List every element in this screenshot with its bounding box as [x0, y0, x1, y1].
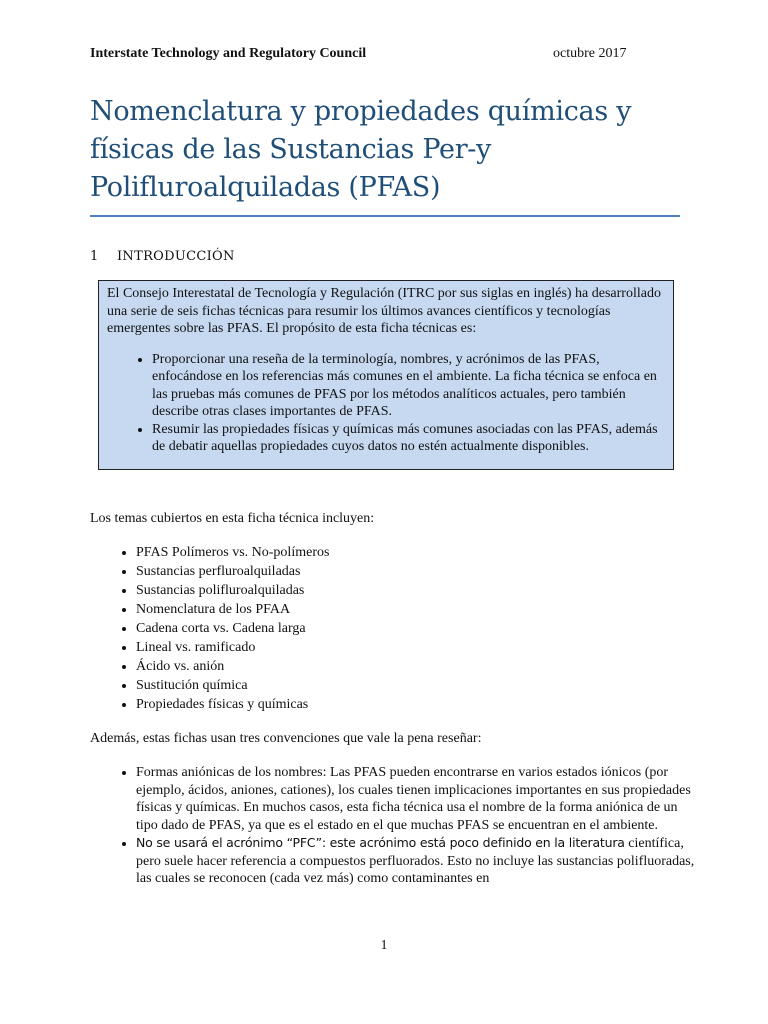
topic-item: • Cadena corta vs. Cadena larga — [136, 619, 329, 638]
section-heading — [90, 249, 235, 264]
convention-body-text: científica, pero suele hacer referencia a compuestos perfluorados. Esto no incluye las sustancias polifluoradas, las cuales se reconocen (cada vez más) como contaminantes en — [136, 836, 695, 886]
topic-item: • Sustitución química — [136, 676, 329, 695]
topics-list — [90, 543, 329, 714]
topic-item: • PFAS Polímeros vs. No-polímeros — [136, 543, 329, 562]
convention-item-pfc-acronym — [136, 834, 696, 888]
header-organization: Interstate Technology and Regulatory Council — [90, 46, 367, 61]
section-title: INTRODUCCIÓN — [117, 249, 235, 264]
topic-item: • Ácido vs. anión — [136, 657, 329, 676]
intro-bullet-item: • Proporcionar una reseña de la terminología, nombres, y acrónimos de las PFAS, enfocándose en los referencias más comunes en el ambiente. La ficha técnica se enfoca en las pruebas más comunes de PFAS por los métodos analíticos actuales, pero también describe otras clases importantes de PFAS. — [152, 351, 665, 421]
intro-paragraph: El Consejo Interestatal de Tecnología y Regulación (ITRC por sus siglas en inglés) ha desarrollado una serie de seis fichas técnicas para resumir los últimos avances científicos y tecnologías emergentes sobre las PFAS. El propósito de esta ficha técnicas es: — [107, 286, 661, 336]
conventions-intro-text: Además, estas fichas usan tres convenciones que vale la pena reseñar: — [90, 731, 482, 746]
topic-item: • Lineal vs. ramificado — [136, 638, 329, 657]
intro-bullet-item: • Resumir las propiedades físicas y químicas más comunes asociadas con las PFAS, además de debatir aquellas propiedades cuyos datos no estén actualmente disponibles. — [152, 421, 665, 456]
topic-item: • Nomenclatura de los PFAA — [136, 600, 329, 619]
document-title: Nomenclatura y propiedades químicas y físicas de las Sustancias Per-y Polifluroalquiladas (PFAS) — [90, 96, 632, 203]
title-divider — [90, 215, 680, 217]
intro-bullet-list — [107, 351, 665, 456]
section-number: 1 — [90, 249, 99, 264]
intro-callout-box — [98, 280, 674, 470]
header-date: octubre 2017 — [553, 46, 627, 61]
convention-item-anionic-names: • Formas aniónicas de los nombres: Las PFAS pueden encontrarse en varios estados iónicos (por ejemplo, ácidos, aniones, cationes), los cuales tienen implicaciones importantes en sus propiedades físicas y químicas. En muchos casos, esta ficha técnica usa el nombre de la forma aniónica de un tipo dado de PFAS, ya que es el estado en el que muchas PFAS se encuentran en el ambiente. — [136, 764, 696, 834]
conventions-list — [90, 764, 696, 888]
topics-intro-text: Los temas cubiertos en esta ficha técnica incluyen: — [90, 511, 375, 526]
topic-item: • Propiedades físicas y químicas — [136, 695, 329, 714]
convention-lead-text: No se usará el acrónimo “PFC”: este acrónimo está poco definido en la literatura — [136, 835, 625, 850]
topic-item: • Sustancias polifluroalquiladas — [136, 581, 329, 600]
page-number: 1 — [380, 938, 388, 953]
topic-item: • Sustancias perfluroalquiladas — [136, 562, 329, 581]
